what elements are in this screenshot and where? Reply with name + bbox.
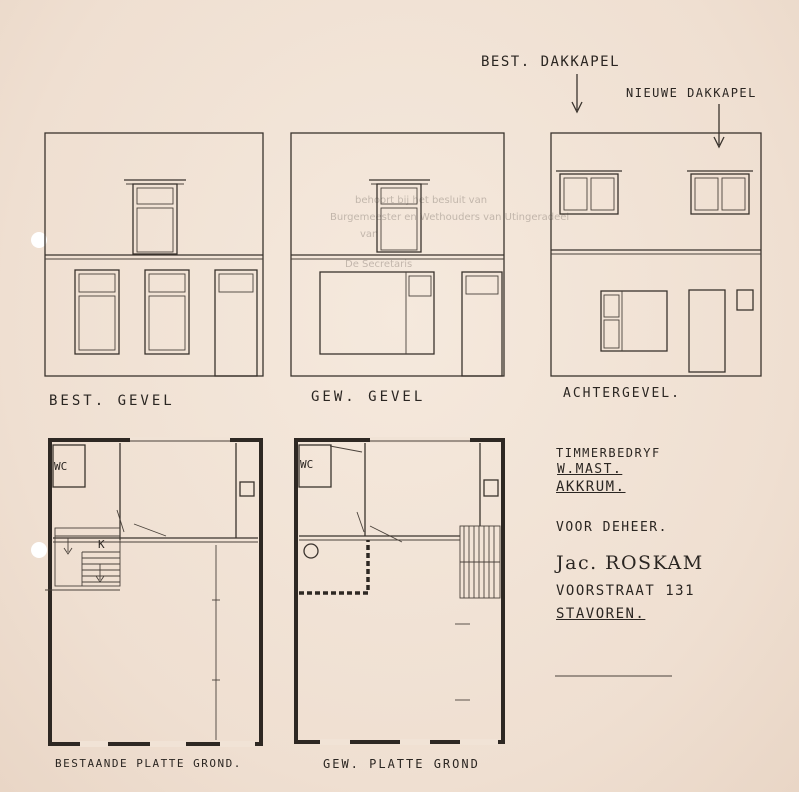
label-nieuwe-dakkapel: NIEUWE DAKKAPEL	[626, 86, 757, 100]
title-client-city: STAVOREN.	[556, 606, 646, 622]
bestaande-plattegrond-plan	[45, 440, 261, 744]
label-achtergevel: ACHTERGEVEL.	[563, 386, 681, 401]
title-company-line3: AKKRUM.	[556, 479, 626, 495]
title-client-name: Jac. ROSKAM	[556, 552, 704, 574]
gew-gevel-elevation	[291, 133, 504, 376]
dakkapel-arrows	[572, 74, 724, 147]
stamp-line-2: Burgemeester en Wethouders van Utingeradeel	[330, 212, 570, 223]
label-best-gevel: BEST. GEVEL	[49, 393, 175, 409]
label-stair-k: K	[98, 538, 107, 551]
label-gew-gevel: GEW. GEVEL	[311, 389, 426, 405]
gew-plattegrond-plan	[296, 440, 503, 742]
title-company-line2: W.MAST.	[557, 462, 623, 477]
title-client-street: VOORSTRAAT 131	[556, 583, 696, 599]
stamp-line-4: De Secretaris	[345, 259, 413, 270]
title-company-line1: TIMMERBEDRYF	[556, 446, 661, 460]
best-gevel-elevation	[45, 133, 263, 376]
label-wc-right: WC	[300, 458, 314, 471]
label-best-dakkapel: BEST. DAKKAPEL	[481, 54, 621, 70]
stamp-line-3: van	[360, 229, 379, 240]
achtergevel-elevation	[551, 133, 761, 376]
stamp-line-1: behoort bij het besluit van	[355, 195, 488, 206]
title-client-line1: VOOR DEHEER.	[556, 520, 668, 535]
label-gew-platte-grond: GEW. PLATTE GROND	[323, 757, 480, 771]
label-bestaande-platte-grond: BESTAANDE PLATTE GROND.	[55, 757, 242, 770]
label-wc-left: WC	[54, 460, 68, 473]
